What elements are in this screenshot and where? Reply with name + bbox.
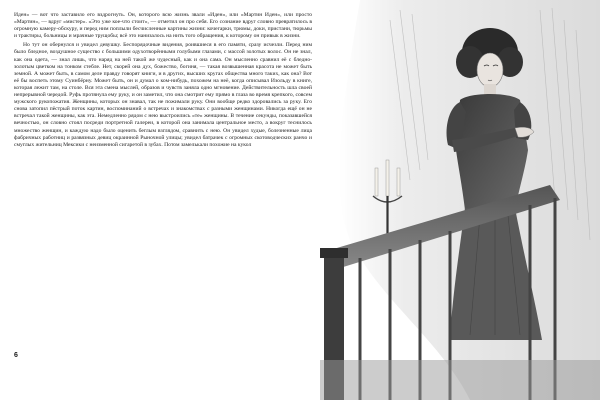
paragraph-2: Но тут он обернулся и увидел девушку. Беспорядочные видения, роившиеся в его памяти, сразу исчезли. Перед ним было бледное, воздушное существо с большими одухотворёнными голубыми глазами, с массой золотых волос. Он не знал, как она одета, — знал лишь, что наряд на ней такой же чудесный, как и она сама. Он мысленно сравнил её с бледно-золотым цветком на тонком стебле. Нет, скорей она дух, божество, богиня, — такая возвышенная красота не может быть земной. А может быть, в самом деле правду говорят книги, и в других, высших кругах общества много таких, как она? Вот её бы воспеть этому Суинбёрну. Может быть, он и думал о ком-нибудь, похожем на неё, когда описывал Изольду в книге, которая лежит там, на столе. Вся эта смена мыслей, образов и чувств заняла одно мгновение. Действительность шла своей непрерывной чередой. Руфь протянула ему руку, и он заметил, что она смотрит ему прямо в глаза во время крепкого, совсем мужского рукопожатия. Женщины, которых он знавал, так не пожимали руку. Они вообще редко здоровались за руку. Его снова затопил пёстрый поток картин, воспоминаний о встречах и знакомствах с разными женщинами. Никогда ещё он не встречал такой женщины, как эта. Немедленно рядом с нею выстроились «те» женщины. В течение секунды, показавшейся вечностью, он словно стоял посреди портретной галереи, в которой она занимала центральное место, а вокруг теснилось множество женщин, и каждую надо было оценить беглым взглядом, сравнить с нею. Он увидел худые, болезненные лица фабричных работниц и развязных девиц окраинной Рыночной улицы; увидел батрачек с огромных скотоводческих ранчо и смуглых жительниц Мексики с неизменной сигаретой в зубах. Потом замелькали похожие на кукол <box>14 42 312 148</box>
illustration <box>320 0 600 400</box>
page-number: 6 <box>14 352 18 359</box>
paragraph-1: Иден» — вот что заставило его вздрогнуть. Он, которого всю жизнь звали «Иден», или «Мартин Иден», или просто «Мартин», — вдруг «мистер». «Это уже кое-что стоит», — отметил он про себя. Его сознание вдруг словно превратилось в огромную камеру-обскуру, и перед ним поплыли бесчисленные картины жизни: кочегарки, трюмы, доки, пристани, тюрьмы и трактиры, больницы и мрачные трущобы; всё это нанизалось на нить того обращения, к которому он привык в жизни. <box>14 12 312 40</box>
woman-on-staircase-drawing-icon <box>320 0 600 400</box>
text-page <box>14 12 312 384</box>
